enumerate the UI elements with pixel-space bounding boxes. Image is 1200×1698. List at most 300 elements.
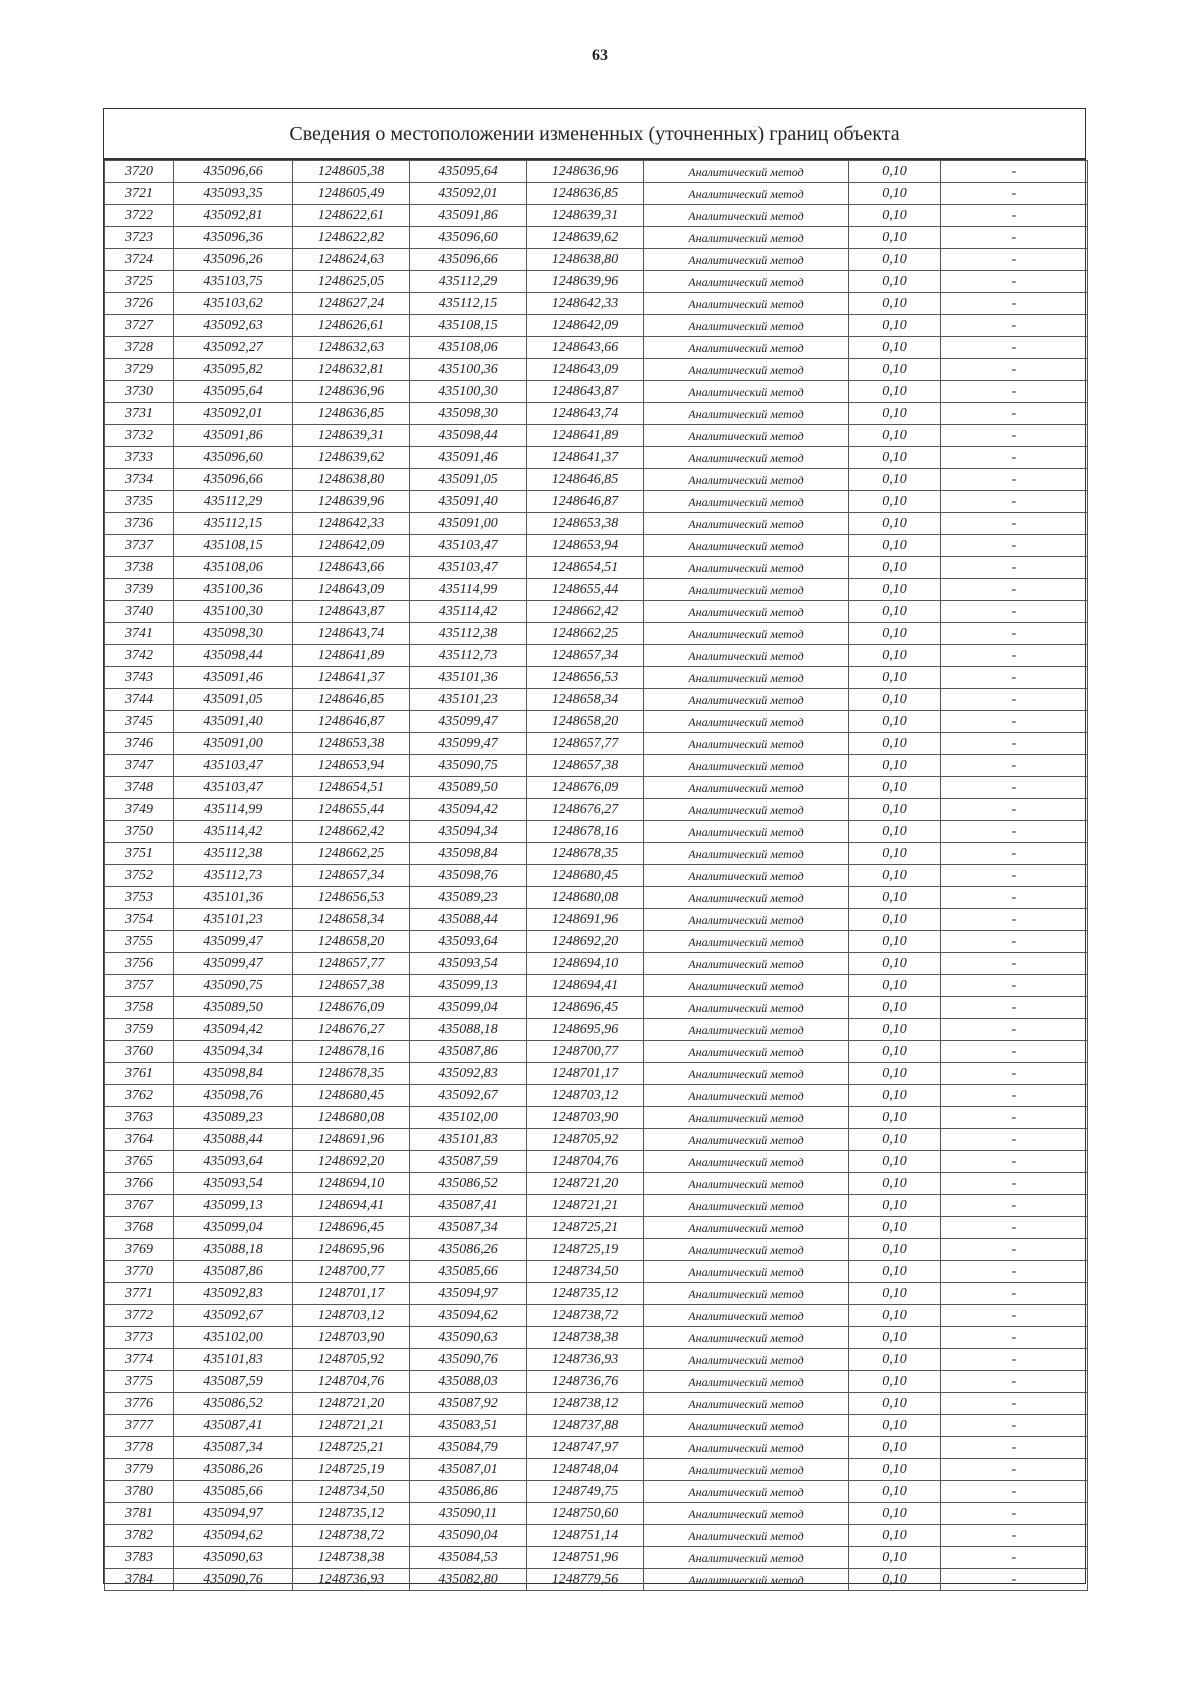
new-x-cell: 435090,11 xyxy=(410,1503,527,1525)
method-cell: Аналитический метод xyxy=(644,293,849,315)
new-x-cell: 435101,23 xyxy=(410,689,527,711)
method-cell: Аналитический метод xyxy=(644,513,849,535)
tolerance-cell: 0,10 xyxy=(849,249,941,271)
table-row xyxy=(105,953,1088,975)
table-row xyxy=(105,1063,1088,1085)
old-y-cell: 1248721,20 xyxy=(293,1393,410,1415)
table-row xyxy=(105,623,1088,645)
old-y-cell: 1248625,05 xyxy=(293,271,410,293)
tolerance-cell: 0,10 xyxy=(849,799,941,821)
note-cell: - xyxy=(941,997,1088,1019)
new-x-cell: 435087,41 xyxy=(410,1195,527,1217)
new-x-cell: 435098,84 xyxy=(410,843,527,865)
point-number-cell: 3722 xyxy=(105,205,174,227)
method-cell: Аналитический метод xyxy=(644,403,849,425)
tolerance-cell: 0,10 xyxy=(849,1239,941,1261)
method-cell: Аналитический метод xyxy=(644,491,849,513)
note-cell: - xyxy=(941,469,1088,491)
tolerance-cell: 0,10 xyxy=(849,1195,941,1217)
note-cell: - xyxy=(941,843,1088,865)
point-number-cell: 3753 xyxy=(105,887,174,909)
note-cell: - xyxy=(941,1371,1088,1393)
note-cell: - xyxy=(941,667,1088,689)
old-y-cell: 1248636,96 xyxy=(293,381,410,403)
method-cell: Аналитический метод xyxy=(644,821,849,843)
table-row xyxy=(105,293,1088,315)
new-y-cell: 1248638,80 xyxy=(527,249,644,271)
new-x-cell: 435091,86 xyxy=(410,205,527,227)
old-y-cell: 1248653,94 xyxy=(293,755,410,777)
note-cell: - xyxy=(941,909,1088,931)
new-y-cell: 1248680,08 xyxy=(527,887,644,909)
method-cell: Аналитический метод xyxy=(644,865,849,887)
new-x-cell: 435099,13 xyxy=(410,975,527,997)
old-x-cell: 435090,76 xyxy=(174,1569,293,1591)
method-cell: Аналитический метод xyxy=(644,205,849,227)
old-y-cell: 1248703,90 xyxy=(293,1327,410,1349)
method-cell: Аналитический метод xyxy=(644,535,849,557)
old-x-cell: 435103,47 xyxy=(174,755,293,777)
new-y-cell: 1248639,96 xyxy=(527,271,644,293)
new-x-cell: 435100,30 xyxy=(410,381,527,403)
point-number-cell: 3766 xyxy=(105,1173,174,1195)
method-cell: Аналитический метод xyxy=(644,557,849,579)
tolerance-cell: 0,10 xyxy=(849,513,941,535)
note-cell: - xyxy=(941,1063,1088,1085)
tolerance-cell: 0,10 xyxy=(849,403,941,425)
tolerance-cell: 0,10 xyxy=(849,601,941,623)
tolerance-cell: 0,10 xyxy=(849,733,941,755)
method-cell: Аналитический метод xyxy=(644,601,849,623)
old-y-cell: 1248676,27 xyxy=(293,1019,410,1041)
new-y-cell: 1248641,37 xyxy=(527,447,644,469)
old-x-cell: 435091,05 xyxy=(174,689,293,711)
note-cell: - xyxy=(941,1151,1088,1173)
note-cell: - xyxy=(941,1239,1088,1261)
note-cell: - xyxy=(941,601,1088,623)
table-row xyxy=(105,1041,1088,1063)
tolerance-cell: 0,10 xyxy=(849,975,941,997)
tolerance-cell: 0,10 xyxy=(849,381,941,403)
tolerance-cell: 0,10 xyxy=(849,469,941,491)
table-row xyxy=(105,975,1088,997)
tolerance-cell: 0,10 xyxy=(849,359,941,381)
method-cell: Аналитический метод xyxy=(644,1349,849,1371)
note-cell: - xyxy=(941,799,1088,821)
tolerance-cell: 0,10 xyxy=(849,1503,941,1525)
old-x-cell: 435098,76 xyxy=(174,1085,293,1107)
note-cell: - xyxy=(941,293,1088,315)
note-cell: - xyxy=(941,1129,1088,1151)
new-x-cell: 435084,79 xyxy=(410,1437,527,1459)
old-y-cell: 1248605,49 xyxy=(293,183,410,205)
old-x-cell: 435092,63 xyxy=(174,315,293,337)
point-number-cell: 3769 xyxy=(105,1239,174,1261)
new-x-cell: 435099,04 xyxy=(410,997,527,1019)
old-y-cell: 1248622,82 xyxy=(293,227,410,249)
method-cell: Аналитический метод xyxy=(644,1041,849,1063)
method-cell: Аналитический метод xyxy=(644,1327,849,1349)
new-x-cell: 435112,29 xyxy=(410,271,527,293)
old-x-cell: 435088,18 xyxy=(174,1239,293,1261)
new-y-cell: 1248736,93 xyxy=(527,1349,644,1371)
new-y-cell: 1248751,14 xyxy=(527,1525,644,1547)
old-y-cell: 1248736,93 xyxy=(293,1569,410,1591)
new-y-cell: 1248678,35 xyxy=(527,843,644,865)
new-x-cell: 435091,40 xyxy=(410,491,527,513)
note-cell: - xyxy=(941,513,1088,535)
note-cell: - xyxy=(941,557,1088,579)
point-number-cell: 3735 xyxy=(105,491,174,513)
method-cell: Аналитический метод xyxy=(644,1283,849,1305)
old-x-cell: 435112,15 xyxy=(174,513,293,535)
new-x-cell: 435088,44 xyxy=(410,909,527,931)
old-y-cell: 1248657,38 xyxy=(293,975,410,997)
coordinates-table-body xyxy=(105,161,1088,1591)
old-x-cell: 435096,36 xyxy=(174,227,293,249)
method-cell: Аналитический метод xyxy=(644,381,849,403)
tolerance-cell: 0,10 xyxy=(849,491,941,513)
point-number-cell: 3783 xyxy=(105,1547,174,1569)
note-cell: - xyxy=(941,777,1088,799)
table-row xyxy=(105,1371,1088,1393)
new-y-cell: 1248703,90 xyxy=(527,1107,644,1129)
tolerance-cell: 0,10 xyxy=(849,227,941,249)
table-row xyxy=(105,1107,1088,1129)
new-y-cell: 1248725,21 xyxy=(527,1217,644,1239)
note-cell: - xyxy=(941,1261,1088,1283)
table-row xyxy=(105,645,1088,667)
new-y-cell: 1248636,85 xyxy=(527,183,644,205)
note-cell: - xyxy=(941,381,1088,403)
point-number-cell: 3721 xyxy=(105,183,174,205)
note-cell: - xyxy=(941,975,1088,997)
new-x-cell: 435087,86 xyxy=(410,1041,527,1063)
old-x-cell: 435103,62 xyxy=(174,293,293,315)
old-x-cell: 435096,60 xyxy=(174,447,293,469)
method-cell: Аналитический метод xyxy=(644,1019,849,1041)
old-x-cell: 435091,46 xyxy=(174,667,293,689)
new-y-cell: 1248703,12 xyxy=(527,1085,644,1107)
method-cell: Аналитический метод xyxy=(644,337,849,359)
tolerance-cell: 0,10 xyxy=(849,645,941,667)
old-x-cell: 435112,38 xyxy=(174,843,293,865)
tolerance-cell: 0,10 xyxy=(849,997,941,1019)
old-x-cell: 435092,27 xyxy=(174,337,293,359)
new-x-cell: 435083,51 xyxy=(410,1415,527,1437)
table-row xyxy=(105,535,1088,557)
new-x-cell: 435088,18 xyxy=(410,1019,527,1041)
note-cell: - xyxy=(941,1569,1088,1591)
old-x-cell: 435090,63 xyxy=(174,1547,293,1569)
old-x-cell: 435114,42 xyxy=(174,821,293,843)
method-cell: Аналитический метод xyxy=(644,1107,849,1129)
old-x-cell: 435086,52 xyxy=(174,1393,293,1415)
point-number-cell: 3774 xyxy=(105,1349,174,1371)
point-number-cell: 3736 xyxy=(105,513,174,535)
table-row xyxy=(105,271,1088,293)
method-cell: Аналитический метод xyxy=(644,425,849,447)
method-cell: Аналитический метод xyxy=(644,711,849,733)
old-y-cell: 1248641,37 xyxy=(293,667,410,689)
old-y-cell: 1248643,09 xyxy=(293,579,410,601)
new-x-cell: 435087,92 xyxy=(410,1393,527,1415)
new-x-cell: 435102,00 xyxy=(410,1107,527,1129)
tolerance-cell: 0,10 xyxy=(849,755,941,777)
table-row xyxy=(105,1503,1088,1525)
tolerance-cell: 0,10 xyxy=(849,1349,941,1371)
table-row xyxy=(105,447,1088,469)
point-number-cell: 3729 xyxy=(105,359,174,381)
old-y-cell: 1248725,21 xyxy=(293,1437,410,1459)
method-cell: Аналитический метод xyxy=(644,1085,849,1107)
method-cell: Аналитический метод xyxy=(644,1239,849,1261)
new-x-cell: 435085,66 xyxy=(410,1261,527,1283)
method-cell: Аналитический метод xyxy=(644,1173,849,1195)
tolerance-cell: 0,10 xyxy=(849,1261,941,1283)
old-x-cell: 435092,81 xyxy=(174,205,293,227)
new-x-cell: 435090,04 xyxy=(410,1525,527,1547)
method-cell: Аналитический метод xyxy=(644,315,849,337)
old-y-cell: 1248725,19 xyxy=(293,1459,410,1481)
point-number-cell: 3755 xyxy=(105,931,174,953)
point-number-cell: 3751 xyxy=(105,843,174,865)
new-y-cell: 1248734,50 xyxy=(527,1261,644,1283)
old-y-cell: 1248694,10 xyxy=(293,1173,410,1195)
new-y-cell: 1248655,44 xyxy=(527,579,644,601)
table-row xyxy=(105,1569,1088,1591)
old-x-cell: 435085,66 xyxy=(174,1481,293,1503)
new-y-cell: 1248642,09 xyxy=(527,315,644,337)
new-y-cell: 1248676,09 xyxy=(527,777,644,799)
table-row xyxy=(105,909,1088,931)
table-row xyxy=(105,1393,1088,1415)
old-x-cell: 435103,47 xyxy=(174,777,293,799)
tolerance-cell: 0,10 xyxy=(849,1459,941,1481)
tolerance-cell: 0,10 xyxy=(849,1085,941,1107)
tolerance-cell: 0,10 xyxy=(849,865,941,887)
coordinates-table xyxy=(104,160,1088,1591)
tolerance-cell: 0,10 xyxy=(849,1327,941,1349)
table-row xyxy=(105,1173,1088,1195)
new-y-cell: 1248749,75 xyxy=(527,1481,644,1503)
new-y-cell: 1248736,76 xyxy=(527,1371,644,1393)
old-x-cell: 435112,29 xyxy=(174,491,293,513)
new-y-cell: 1248735,12 xyxy=(527,1283,644,1305)
method-cell: Аналитический метод xyxy=(644,623,849,645)
table-row xyxy=(105,579,1088,601)
new-x-cell: 435108,06 xyxy=(410,337,527,359)
old-y-cell: 1248658,20 xyxy=(293,931,410,953)
tolerance-cell: 0,10 xyxy=(849,447,941,469)
tolerance-cell: 0,10 xyxy=(849,205,941,227)
new-x-cell: 435098,30 xyxy=(410,403,527,425)
new-y-cell: 1248694,41 xyxy=(527,975,644,997)
table-row xyxy=(105,733,1088,755)
old-x-cell: 435091,00 xyxy=(174,733,293,755)
old-y-cell: 1248658,34 xyxy=(293,909,410,931)
point-number-cell: 3723 xyxy=(105,227,174,249)
note-cell: - xyxy=(941,1305,1088,1327)
tolerance-cell: 0,10 xyxy=(849,1107,941,1129)
note-cell: - xyxy=(941,161,1088,183)
point-number-cell: 3761 xyxy=(105,1063,174,1085)
point-number-cell: 3760 xyxy=(105,1041,174,1063)
old-x-cell: 435100,30 xyxy=(174,601,293,623)
table-row xyxy=(105,843,1088,865)
old-y-cell: 1248694,41 xyxy=(293,1195,410,1217)
new-y-cell: 1248700,77 xyxy=(527,1041,644,1063)
note-cell: - xyxy=(941,887,1088,909)
note-cell: - xyxy=(941,755,1088,777)
old-y-cell: 1248695,96 xyxy=(293,1239,410,1261)
tolerance-cell: 0,10 xyxy=(849,1041,941,1063)
point-number-cell: 3740 xyxy=(105,601,174,623)
table-row xyxy=(105,1349,1088,1371)
table-row xyxy=(105,1019,1088,1041)
note-cell: - xyxy=(941,491,1088,513)
new-x-cell: 435093,64 xyxy=(410,931,527,953)
old-y-cell: 1248703,12 xyxy=(293,1305,410,1327)
point-number-cell: 3724 xyxy=(105,249,174,271)
old-y-cell: 1248676,09 xyxy=(293,997,410,1019)
table-row xyxy=(105,1261,1088,1283)
new-y-cell: 1248747,97 xyxy=(527,1437,644,1459)
table-row xyxy=(105,1085,1088,1107)
table-row xyxy=(105,1195,1088,1217)
new-y-cell: 1248662,25 xyxy=(527,623,644,645)
old-x-cell: 435093,64 xyxy=(174,1151,293,1173)
new-y-cell: 1248737,88 xyxy=(527,1415,644,1437)
point-number-cell: 3728 xyxy=(105,337,174,359)
new-x-cell: 435103,47 xyxy=(410,535,527,557)
table-row xyxy=(105,557,1088,579)
new-x-cell: 435093,54 xyxy=(410,953,527,975)
old-y-cell: 1248639,96 xyxy=(293,491,410,513)
new-y-cell: 1248748,04 xyxy=(527,1459,644,1481)
tolerance-cell: 0,10 xyxy=(849,1437,941,1459)
table-row xyxy=(105,601,1088,623)
point-number-cell: 3749 xyxy=(105,799,174,821)
table-row xyxy=(105,1525,1088,1547)
note-cell: - xyxy=(941,535,1088,557)
new-x-cell: 435094,62 xyxy=(410,1305,527,1327)
new-y-cell: 1248658,34 xyxy=(527,689,644,711)
old-y-cell: 1248646,87 xyxy=(293,711,410,733)
tolerance-cell: 0,10 xyxy=(849,1151,941,1173)
table-row xyxy=(105,359,1088,381)
old-y-cell: 1248639,62 xyxy=(293,447,410,469)
table-row xyxy=(105,1239,1088,1261)
new-y-cell: 1248643,87 xyxy=(527,381,644,403)
old-y-cell: 1248624,63 xyxy=(293,249,410,271)
new-x-cell: 435099,47 xyxy=(410,711,527,733)
old-y-cell: 1248638,80 xyxy=(293,469,410,491)
method-cell: Аналитический метод xyxy=(644,1503,849,1525)
point-number-cell: 3772 xyxy=(105,1305,174,1327)
old-y-cell: 1248632,63 xyxy=(293,337,410,359)
method-cell: Аналитический метод xyxy=(644,1547,849,1569)
note-cell: - xyxy=(941,1503,1088,1525)
old-x-cell: 435089,50 xyxy=(174,997,293,1019)
tolerance-cell: 0,10 xyxy=(849,953,941,975)
table-row xyxy=(105,1151,1088,1173)
new-y-cell: 1248691,96 xyxy=(527,909,644,931)
point-number-cell: 3782 xyxy=(105,1525,174,1547)
tolerance-cell: 0,10 xyxy=(849,183,941,205)
method-cell: Аналитический метод xyxy=(644,909,849,931)
point-number-cell: 3754 xyxy=(105,909,174,931)
old-y-cell: 1248662,25 xyxy=(293,843,410,865)
new-x-cell: 435086,86 xyxy=(410,1481,527,1503)
old-x-cell: 435087,41 xyxy=(174,1415,293,1437)
point-number-cell: 3759 xyxy=(105,1019,174,1041)
point-number-cell: 3738 xyxy=(105,557,174,579)
old-x-cell: 435098,30 xyxy=(174,623,293,645)
old-x-cell: 435093,54 xyxy=(174,1173,293,1195)
tolerance-cell: 0,10 xyxy=(849,711,941,733)
tolerance-cell: 0,10 xyxy=(849,1525,941,1547)
point-number-cell: 3725 xyxy=(105,271,174,293)
method-cell: Аналитический метод xyxy=(644,161,849,183)
tolerance-cell: 0,10 xyxy=(849,557,941,579)
point-number-cell: 3727 xyxy=(105,315,174,337)
tolerance-cell: 0,10 xyxy=(849,425,941,447)
old-x-cell: 435099,47 xyxy=(174,953,293,975)
note-cell: - xyxy=(941,645,1088,667)
new-y-cell: 1248646,87 xyxy=(527,491,644,513)
new-y-cell: 1248662,42 xyxy=(527,601,644,623)
note-cell: - xyxy=(941,183,1088,205)
note-cell: - xyxy=(941,1041,1088,1063)
point-number-cell: 3770 xyxy=(105,1261,174,1283)
table-row xyxy=(105,1547,1088,1569)
new-x-cell: 435087,01 xyxy=(410,1459,527,1481)
old-x-cell: 435087,59 xyxy=(174,1371,293,1393)
method-cell: Аналитический метод xyxy=(644,227,849,249)
method-cell: Аналитический метод xyxy=(644,1371,849,1393)
old-x-cell: 435101,83 xyxy=(174,1349,293,1371)
table-row xyxy=(105,931,1088,953)
point-number-cell: 3771 xyxy=(105,1283,174,1305)
method-cell: Аналитический метод xyxy=(644,777,849,799)
new-y-cell: 1248643,74 xyxy=(527,403,644,425)
new-y-cell: 1248725,19 xyxy=(527,1239,644,1261)
new-y-cell: 1248639,62 xyxy=(527,227,644,249)
table-row xyxy=(105,667,1088,689)
table-row xyxy=(105,1415,1088,1437)
old-x-cell: 435100,36 xyxy=(174,579,293,601)
note-cell: - xyxy=(941,1107,1088,1129)
new-y-cell: 1248641,89 xyxy=(527,425,644,447)
new-y-cell: 1248657,38 xyxy=(527,755,644,777)
old-x-cell: 435086,26 xyxy=(174,1459,293,1481)
point-number-cell: 3733 xyxy=(105,447,174,469)
tolerance-cell: 0,10 xyxy=(849,843,941,865)
old-x-cell: 435108,06 xyxy=(174,557,293,579)
tolerance-cell: 0,10 xyxy=(849,535,941,557)
table-row xyxy=(105,887,1088,909)
table-row xyxy=(105,205,1088,227)
note-cell: - xyxy=(941,1173,1088,1195)
point-number-cell: 3739 xyxy=(105,579,174,601)
tolerance-cell: 0,10 xyxy=(849,887,941,909)
old-x-cell: 435094,62 xyxy=(174,1525,293,1547)
table-row xyxy=(105,865,1088,887)
new-y-cell: 1248639,31 xyxy=(527,205,644,227)
new-x-cell: 435088,03 xyxy=(410,1371,527,1393)
old-x-cell: 435114,99 xyxy=(174,799,293,821)
